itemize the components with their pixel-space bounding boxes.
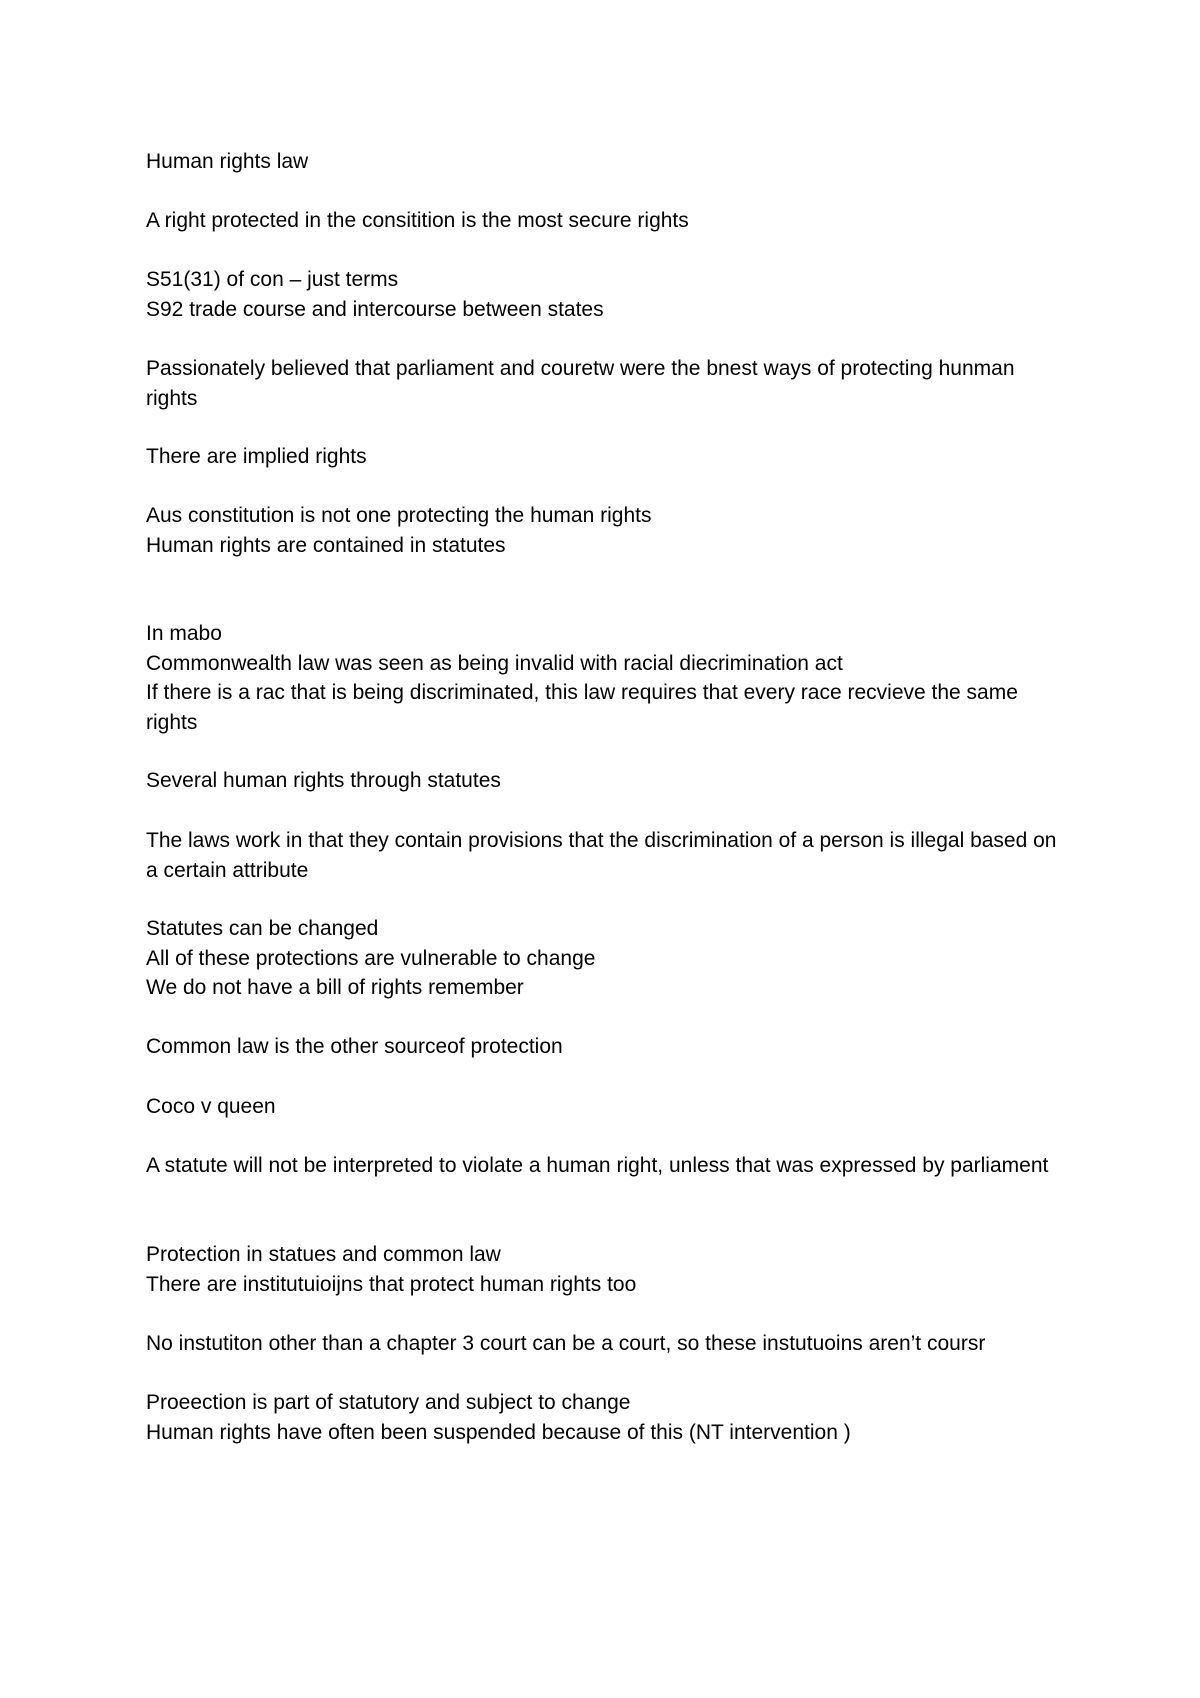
paragraph-line: In mabo [146,622,222,645]
paragraph-line: Coco v queen [146,1095,276,1118]
paragraph-mabo [146,619,1066,737]
paragraph-protection [146,1240,1066,1299]
paragraph-line: We do not have a bill of rights remember [146,976,524,999]
paragraph-line: Human rights are contained in statutes [146,533,506,557]
paragraph-line: No instutiton other than a chapter 3 court can be a court, so these instutuoins aren’t coursr [146,1332,986,1355]
paragraph-line: Protection in statues and common law [146,1243,501,1266]
paragraph-line: All of these protections are vulnerable to change [146,946,596,970]
paragraph-line: Passionately believed that parliament and couretw were the bnest ways of protecting hunman rights [146,357,1015,410]
paragraph-sections [146,265,1066,324]
paragraph-statutes-changed [146,914,1066,1003]
paragraph-line: Statutes can be changed [146,917,379,940]
paragraph-line: Human rights have often been suspended because of this (NT intervention ) [146,1420,851,1444]
paragraph-secure-rights [146,206,1066,236]
title-line: Human rights law [146,150,309,173]
paragraph-coco [146,1092,1066,1122]
paragraph-statute-interpretation [146,1151,1066,1181]
paragraph-implied-rights [146,442,1066,472]
paragraph-line: The laws work in that they contain provisions that the discrimination of a person is illegal based on a certain attribute [146,829,1057,882]
paragraph-line: A right protected in the consitition is the most secure rights [146,209,689,232]
paragraph-common-law [146,1032,1066,1062]
paragraph-line: There are institutuioijns that protect human rights too [146,1272,637,1296]
paragraph-statutory-change [146,1388,1066,1447]
paragraph-line: Commonwealth law was seen as being invalid with racial diecrimination act [146,651,843,675]
paragraph-chapter-3 [146,1329,1066,1359]
paragraph-constitution [146,501,1066,560]
paragraph-line: Several human rights through statutes [146,769,501,792]
paragraph-line: If there is a rac that is being discriminated, this law requires that every race recvieve the same rights [146,681,1018,734]
document-title [146,147,1066,177]
paragraph-line: S51(31) of con – just terms [146,268,399,291]
paragraph-line: There are implied rights [146,445,367,468]
paragraph-line: Proeection is part of statutory and subject to change [146,1391,631,1414]
paragraph-line: S92 trade course and intercourse between states [146,297,604,321]
paragraph-line: Common law is the other sourceof protection [146,1035,563,1058]
paragraph-line: A statute will not be interpreted to violate a human right, unless that was expressed by parliament [146,1154,1049,1177]
paragraph-statutes [146,766,1066,796]
paragraph-line: Aus constitution is not one protecting the human rights [146,504,652,527]
paragraph-parliament-courts [146,354,1066,413]
paragraph-laws-work [146,826,1066,885]
